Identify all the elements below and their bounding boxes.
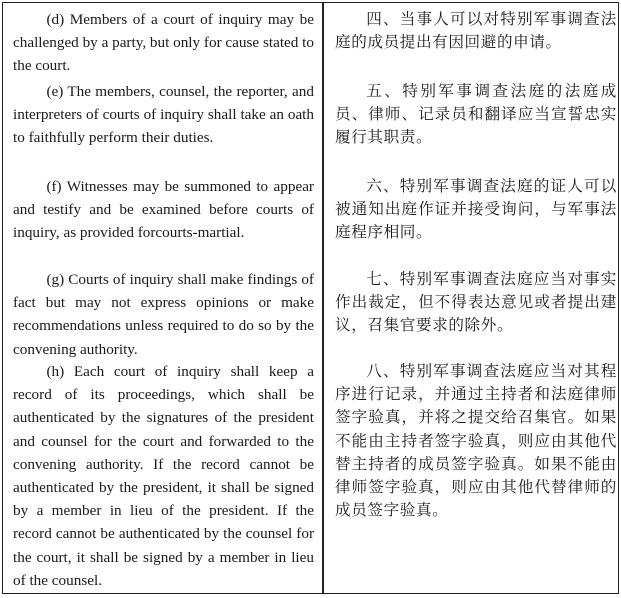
paragraph-h-en: (h) Each court of inquiry shall keep a record of its proceedings, which shall be authenticated by the signatures of the president and counsel for the court and forwarded to the convening authority. If the record cannot be authenticated by the president, it shall be signed by a member in lieu of the president. If the record cannot be authenticated by the counsel for the court, it shall be signed by a member in lieu of the counsel.	[13, 363, 314, 589]
paragraph-d-en: (d) Members of a court of inquiry may be challenged by a party, but only for cause stated to the court.	[13, 11, 314, 75]
paragraph-g-en: (g) Courts of inquiry shall make findings of fact but may not express opinions or make recommendations unless required to do so by the convening authority.	[13, 271, 314, 358]
english-column	[3, 3, 321, 593]
paragraph-4-zh: 四、当事人可以对特别军事调查法庭的成员提出有因回避的申请。	[335, 10, 617, 52]
chinese-column	[324, 3, 616, 593]
bilingual-table	[2, 2, 619, 594]
paragraph-8-zh: 八、特别军事调查法庭应当对其程序进行记录，并通过主持者和法庭律师签字验真，并将之提交给召集官。如果不能由主持者签字验真，则应由其他代替主持者的成员签字验真。如果不能由律师签字验真，则应由其他代替律师的成员签字验真。	[335, 362, 617, 520]
paragraph-5-zh: 五、特别军事调查法庭的法庭成员、律师、记录员和翻译应当宣誓忠实履行其职责。	[335, 82, 617, 147]
paragraph-6-zh: 六、特别军事调查法庭的证人可以被通知出庭作证并接受询问，与军事法庭程序相同。	[335, 177, 617, 242]
paragraph-f-en: (f) Witnesses may be summoned to appear and testify and be examined before courts of inquiry, as provided forcourts-martial.	[13, 178, 314, 242]
paragraph-7-zh: 七、特别军事调查法庭应当对事实作出裁定，但不得表达意见或者提出建议，召集官要求的除外。	[335, 270, 617, 335]
paragraph-e-en: (e) The members, counsel, the reporter, and interpreters of courts of inquiry shall take an oath to faithfully perform their duties.	[13, 83, 314, 147]
